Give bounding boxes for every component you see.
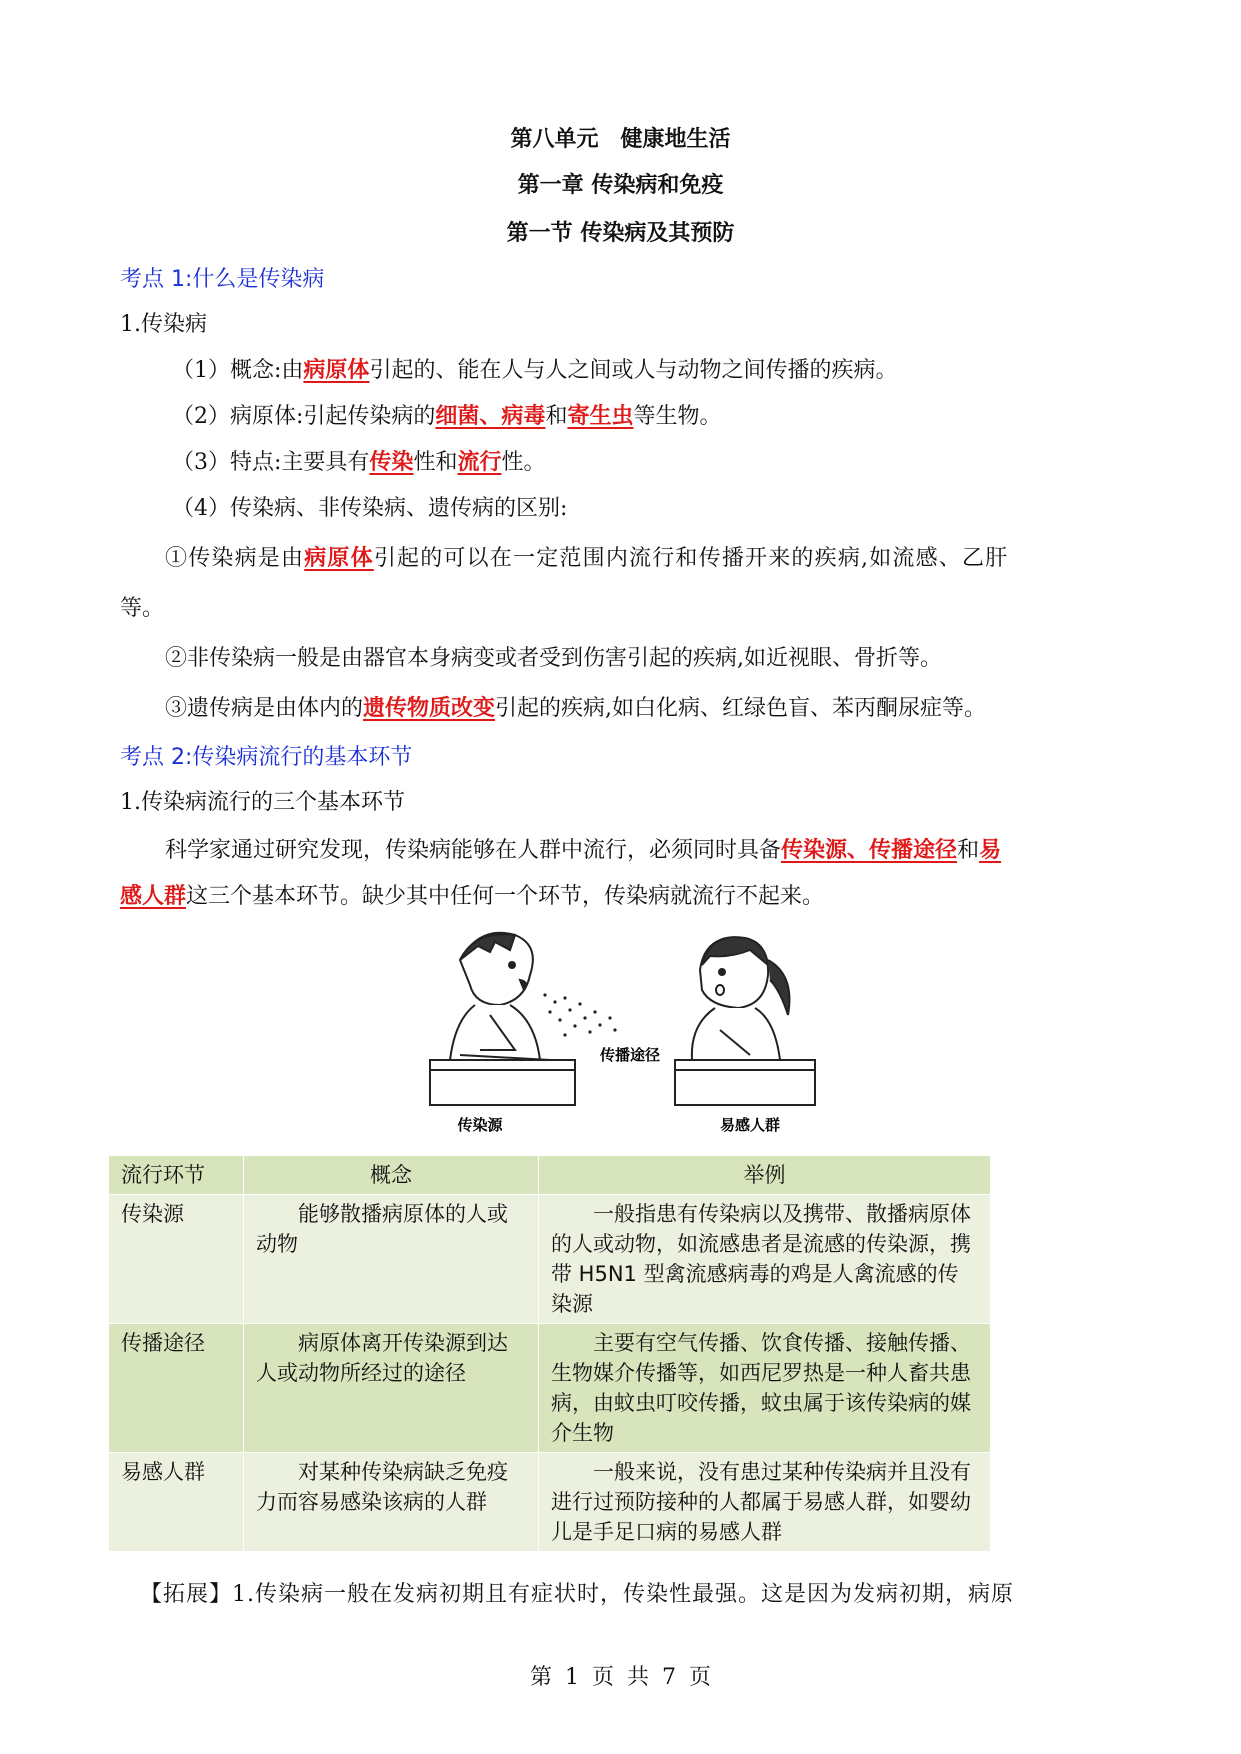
text: 和 (957, 838, 980, 863)
cell-link: 传染源 (109, 1195, 244, 1324)
keyword: 传染源 (781, 838, 848, 863)
kp1-heading: 考点 1:什么是传染病 (120, 267, 325, 292)
table-row (109, 1195, 991, 1324)
header-cell: 举例 (539, 1156, 991, 1195)
text: 引起的疾病,如白化病、红绿色盲、苯丙酮尿症等。 (495, 696, 987, 721)
keyword: 传播途径 (869, 838, 958, 863)
kp1-line-infectious (165, 540, 1175, 578)
text: （3）特点:主要具有 (172, 450, 370, 475)
text: 性和 (413, 450, 458, 475)
keyword: 遗传物质改变 (363, 696, 496, 721)
chapter-title: 第一章 传染病和免疫 (517, 173, 724, 198)
cell-example: 一般指患有传染病以及携带、散播病原体的人或动物，如流感患者是流感的传染源，携带 H5N1 型禽流感病毒的鸡是人禽流感的传染源 (539, 1195, 991, 1324)
keyword: 病原体 (304, 546, 374, 571)
cell-link: 传播途径 (109, 1324, 244, 1453)
unit-title: 第八单元 健康地生活 (510, 127, 731, 152)
text: 科学家通过研究发现，传染病能够在人群中流行，必须同时具备 (165, 838, 782, 863)
label-source: 传染源 (457, 1116, 503, 1134)
kp1-line-pathogen (172, 398, 1182, 436)
text: 引起的、能在人与人之间或人与动物之间传播的疾病。 (369, 358, 898, 383)
kp2-heading: 考点 2:传染病流行的基本环节 (120, 745, 413, 770)
label-route: 传播途径 (599, 1046, 661, 1064)
text: ①传染病是由 (165, 546, 305, 571)
kp1-line-concept (172, 352, 1182, 390)
boy-figure (450, 933, 550, 1060)
cell-example: 一般来说，没有患过某种传染病并且没有进行过预防接种的人都属于易感人群，如婴幼儿是手足口病的易感人群 (539, 1453, 991, 1552)
keyword: 、 (847, 838, 870, 863)
page-footer: 第 1 页 共 7 页 (530, 1665, 711, 1690)
cell-example: 主要有空气传播、饮食传播、接触传播、生物媒介传播等，如西尼罗热是一种人畜共患病，由蚊虫叮咬传播，蚊虫属于该传染病的媒介生物 (539, 1324, 991, 1453)
keyword: 感人群 (120, 884, 187, 909)
cell-concept: 能够散播病原体的人或动物 (244, 1195, 539, 1324)
text: 性。 (501, 450, 546, 475)
keyword: 细菌、病毒 (435, 404, 546, 429)
kp1-line-diff: （4）传染病、非传染病、遗传病的区别: (172, 496, 568, 521)
table-header-row (109, 1156, 991, 1195)
kp1-line-genetic (165, 690, 1175, 728)
table-row (109, 1453, 991, 1552)
kp2-para-line2 (120, 878, 1130, 916)
cell-link: 易感人群 (109, 1453, 244, 1552)
header-cell: 流行环节 (109, 1156, 244, 1195)
text: 和 (545, 404, 568, 429)
text: 等生物。 (633, 404, 722, 429)
cell-concept: 对某种传染病缺乏免疫力而容易感染该病的人群 (244, 1453, 539, 1552)
kp1-line-noninfectious: ②非传染病一般是由器官本身病变或者受到伤害引起的疾病,如近视眼、骨折等。 (165, 646, 942, 671)
label-susceptible: 易感人群 (719, 1116, 781, 1134)
kp1-item1: 1.传染病 (120, 312, 207, 337)
text: 这三个基本环节。缺少其中任何一个环节，传染病就流行不起来。 (186, 884, 825, 909)
transmission-illustration (420, 920, 820, 1138)
text: 引起的可以在一定范围内流行和传播开来的疾病,如流感、乙肝 (373, 546, 1009, 571)
cell-concept: 病原体离开传染源到达人或动物所经过的途径 (244, 1324, 539, 1453)
droplets (543, 993, 616, 1036)
text: ③遗传病是由体内的 (165, 696, 364, 721)
keyword: 寄生虫 (567, 404, 634, 429)
desk-left (430, 1060, 575, 1105)
kp2-item1: 1.传染病流行的三个基本环节 (120, 790, 405, 815)
table-row (109, 1324, 991, 1453)
text: （1）概念:由 (172, 358, 304, 383)
section-title: 第一节 传染病及其预防 (506, 221, 735, 246)
kp1-line-features (172, 444, 1182, 482)
kp2-para-line1 (165, 832, 1175, 870)
desk-right (675, 1060, 815, 1105)
epidemic-links-table (108, 1155, 991, 1552)
kp1-line-infectious-cont: 等。 (120, 596, 165, 621)
girl-figure (692, 937, 790, 1060)
keyword: 流行 (457, 450, 502, 475)
keyword: 易 (979, 838, 1002, 863)
keyword: 病原体 (303, 358, 370, 383)
extension-note: 【拓展】1.传染病一般在发病初期且有症状时，传染性最强。这是因为发病初期，病原 (140, 1582, 1014, 1607)
header-cell: 概念 (244, 1156, 539, 1195)
text: （2）病原体:引起传染病的 (172, 404, 436, 429)
keyword: 传染 (369, 450, 414, 475)
